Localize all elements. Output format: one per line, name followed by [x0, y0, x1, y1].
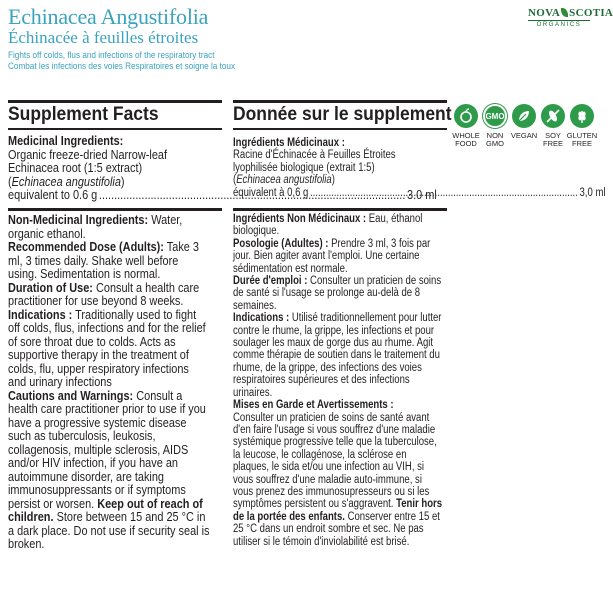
fr-medicinal-block: Ingrédients Médicinaux : Racine d'Échinacée à Feuilles Étroites lyophilisée biologique (extrait 1:5) (Echinacea angustifolia) équivalent à 0,6 g ..... 3,0 ml [233, 137, 442, 199]
gluten-free-badge [566, 104, 598, 148]
en-dose-text: Take 3 ml, 3 times daily. Shake well before using. Sedimentation is normal. [8, 239, 199, 281]
non-gmo-icon [483, 104, 507, 128]
fr-medicinal-line1: Racine d'Échinacée à Feuilles Étroites [233, 149, 396, 162]
en-non-med-text: Water, organic ethanol. [8, 212, 183, 241]
en-duration-heading: Duration of Use: [8, 279, 93, 295]
fr-non-med-heading: Ingrédients Non Médicinaux : [233, 213, 367, 225]
en-medicinal-line2: Echinacea root (1:5 extract) [8, 160, 143, 175]
divider [8, 208, 222, 211]
divider [8, 128, 222, 130]
non-gmo-badge [482, 104, 508, 148]
soy-free-icon [541, 104, 565, 128]
en-non-med-heading: Non-Medicinal Ingredients: [8, 212, 149, 227]
whole-food-label-2: FOOD [455, 139, 477, 148]
product-title: Echinacea Angustifolia [8, 4, 209, 29]
gluten-free-label-2: FREE [572, 139, 593, 148]
en-storage-text: Store between 15 and 25 °C in a dark place. Do not use if security seal is broken. [8, 509, 210, 551]
fr-keep-out: Tenir hors de la portée des enfants. [233, 498, 443, 523]
en-cautions-heading: Cautions and Warnings: [8, 387, 134, 403]
fr-dose-heading: Posologie (Adultes) : [233, 237, 329, 250]
gluten-free-label-1: GLUTEN [566, 131, 598, 140]
certification-icons [452, 104, 598, 148]
soy-free-label-2: FREE [542, 139, 563, 148]
fr-body-block [233, 213, 442, 548]
vegan-label-1: VEGAN [510, 131, 538, 140]
fr-latin-name: Echinacea angustifolia [236, 174, 332, 187]
tagline-fr: Combat les infections des voies Respiratoires et soigne la toux [8, 61, 236, 72]
non-gmo-label-2: GMO [486, 139, 504, 148]
vegan-icon [512, 104, 536, 128]
en-indications-heading: Indications : [8, 306, 73, 322]
gluten-free-icon [570, 104, 594, 128]
french-facts-title: Donnée sur le supplement [233, 104, 452, 125]
en-equivalent-label: equivalent to 0.6 g [8, 187, 98, 202]
divider [233, 128, 447, 130]
fr-cautions-heading: Mises en Garde et Avertissements : [233, 399, 394, 412]
en-medicinal-line1: Organic freeze-dried Narrow-leaf [8, 146, 168, 162]
fr-duration-heading: Durée d'emploi : [233, 275, 308, 288]
whole-food-label-1: WHOLE [452, 131, 480, 140]
supplement-facts-title: Supplement Facts [8, 104, 159, 125]
soy-free-badge [540, 104, 566, 148]
logo-text-organics: ORGANICS [528, 20, 590, 28]
en-cautions-text: Consult a health care practitioner prior to use if you have a progressive systemic disease such as tuberculosis, leukosis, collagenosis, multiple sclerosis, AIDS and/or HIV infection, if you have an autoimmune disorder, are taking immunosuppressants or if symptoms persist or worsen. [8, 387, 206, 511]
fr-indications-heading: Indications : [233, 312, 290, 325]
fr-equivalent-value: 3,0 ml [579, 186, 606, 199]
en-medicinal-block: Medicinal Ingredients: Organic freeze-dried Narrow-leaf Echinacea root (1:5 extract) (Echinacea angustifolia) equivalent to 0.6 g ..... 3.0 ml [8, 134, 210, 202]
logo-text-nova: NOVA [528, 7, 561, 19]
product-subtitle-fr: Échinacée à feuilles étroites [8, 28, 199, 47]
en-indications-text: Traditionally used to fight off colds, flus, infections and for the relief of sore throat due to colds. Acts as supportive therapy in the treatment of colds, flu, upper respiratory infections and urinary infections [8, 306, 206, 389]
divider [233, 208, 447, 211]
fr-duration-text: Consulter un praticien de soins de santé si l'usage se prolonge au-delà de 8 semaines. [233, 275, 442, 312]
en-latin-name: Echinacea angustifolia [11, 173, 121, 189]
vegan-badge [511, 104, 537, 148]
logo-text-scotia: SCOTIA [569, 7, 613, 19]
gmo-badge-text: GMO [485, 111, 505, 121]
fr-medicinal-heading: Ingrédients Médicinaux : [233, 137, 345, 149]
en-dose-heading: Recommended Dose (Adults): [8, 239, 164, 254]
fr-cautions-text: Consulter un praticien de soins de santé avant d'en faire l'usage si vous souffrez d'une maladie systémique progressive telle que la tuberculose, la leucose, le collagénose, la sclérose en plaques, le sida et/ou une infection au VIH, si vous souffrez d'une maladie auto-immune, si vous prenez des immunosupresseurs ou si les symptômes persistent ou s'aggravent. [233, 411, 437, 511]
en-equivalent-value: 3.0 ml [407, 187, 437, 202]
divider [233, 100, 447, 103]
en-keep-out: Keep out of reach of children. [8, 495, 203, 524]
en-medicinal-heading: Medicinal Ingredients: [8, 133, 124, 148]
non-gmo-label-1: NON [486, 131, 504, 140]
fr-medicinal-line2: lyophilisée biologique (extrait 1:5) [233, 161, 375, 174]
fr-equivalent-line [233, 186, 606, 199]
brand-logo [528, 7, 613, 28]
fr-storage-text: Conserver entre 15 et 25 °C dans un endroit sombre et sec. Ne pas utiliser si le témoin d'inviolabilité est brisé. [233, 510, 440, 548]
leaf-icon [561, 8, 568, 17]
fr-equivalent-label: équivalent à 0,6 g [233, 186, 309, 199]
divider [8, 100, 222, 103]
whole-food-icon [454, 104, 478, 128]
fr-non-med-text: Eau, éthanol biologique. [233, 213, 423, 238]
whole-food-badge [453, 104, 479, 148]
soy-free-label-1: SOY [545, 131, 561, 140]
en-body-block [8, 213, 210, 551]
fr-dose-text: Prendre 3 ml, 3 fois par jour. Bien agiter avant l'emploi. Une certaine sédimentation est normale. [233, 237, 431, 275]
fr-indications-text: Utilisé traditionnellement pour lutter contre le rhume, la grippe, les infections et pour soulager les maux de gorge dus au rhume. Agit comme thérapie de soutien dans le traitement du rhume, de la grippe, des infections des voies respiratoires supérieures et des infections urinaires. [233, 312, 442, 399]
tagline-en: Fights off colds, flus and infections of the respiratory tract [8, 50, 215, 61]
en-duration-text: Consult a health care practitioner for use beyond 8 weeks. [8, 279, 200, 308]
